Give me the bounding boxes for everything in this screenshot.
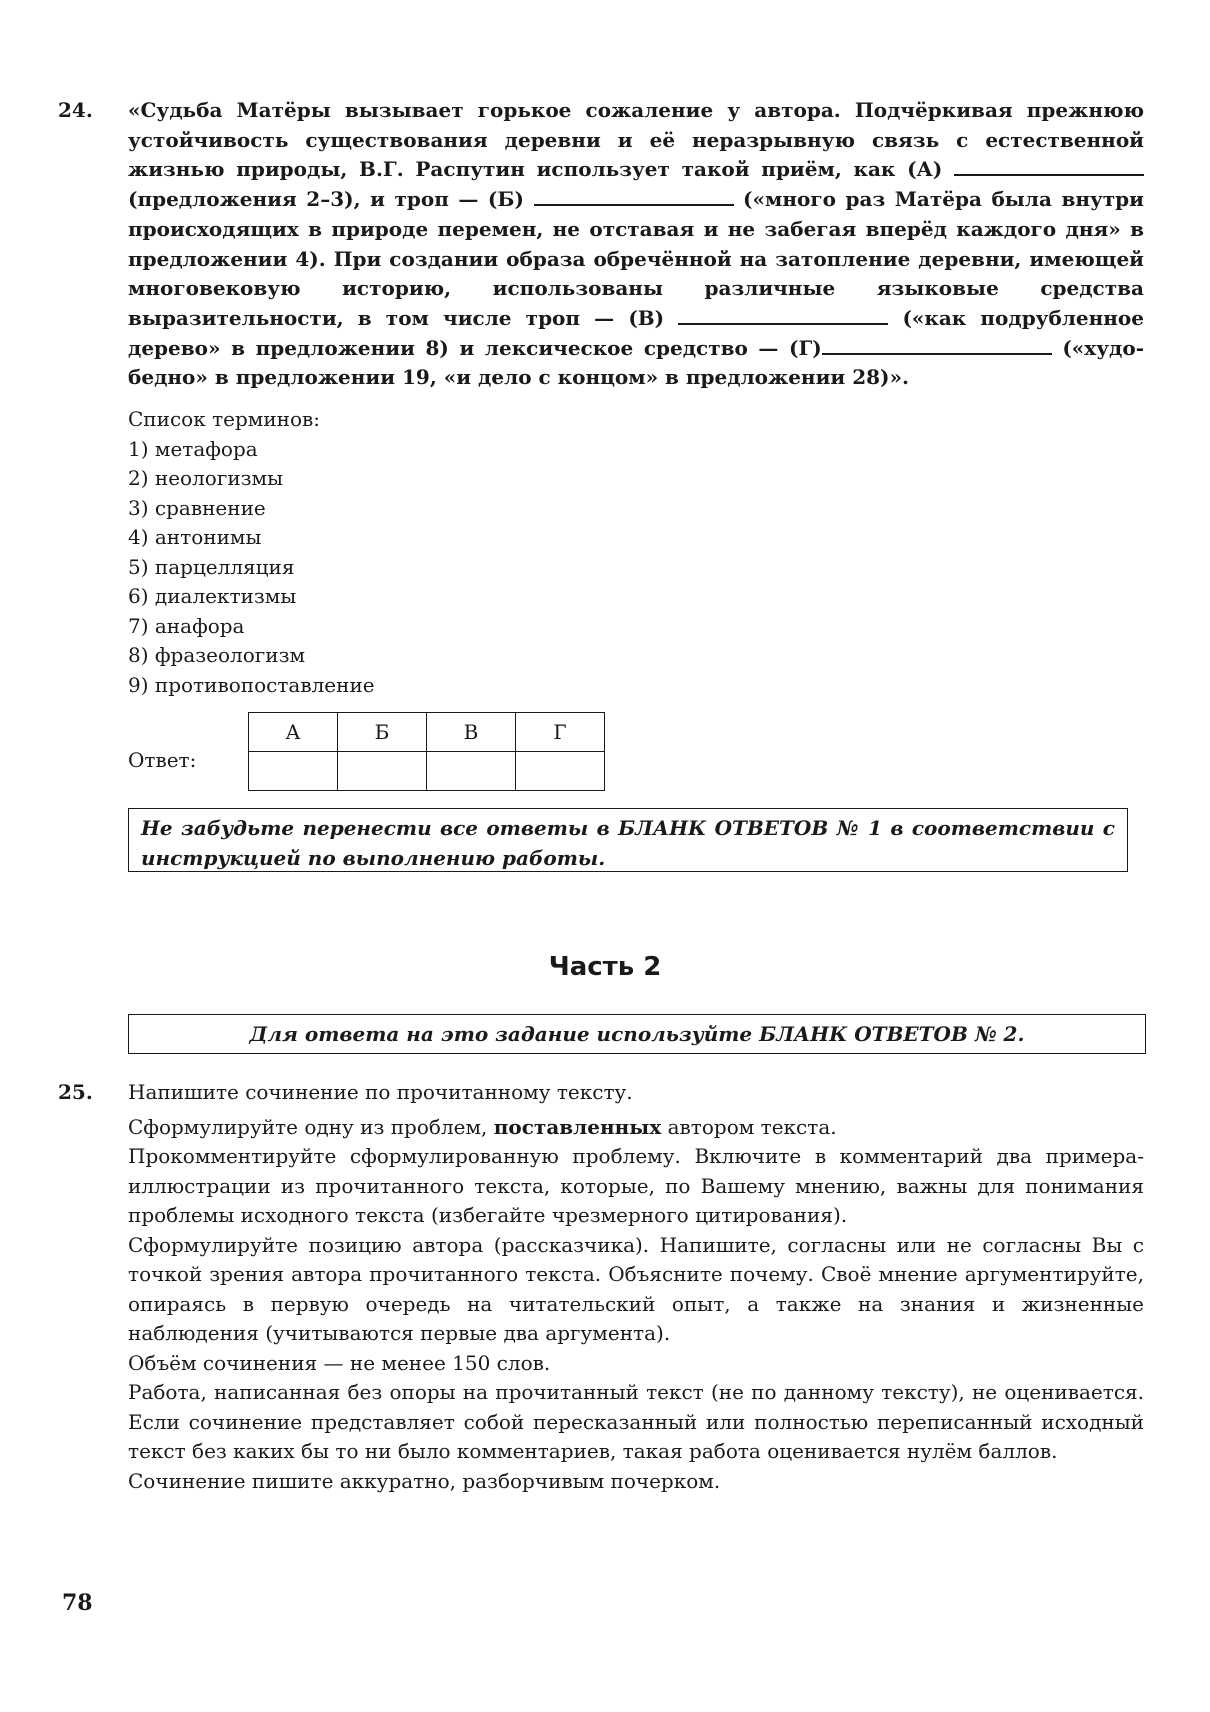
blank-g <box>822 335 1052 355</box>
part-2-title: Часть 2 <box>548 952 662 982</box>
answer-cell-a[interactable] <box>249 752 338 791</box>
term-item: 6) диалектизмы <box>128 584 297 608</box>
terms-list <box>128 405 375 700</box>
q24-text-part-3: («много раз Матёра была внутри происходящих в природе перемен, не отставая и не забегая вперёд каждого дня» в предложении 4). При создании образа обречённой на затопление деревни, имеющей многовековую историю, использованы различные языковые средства выразительности, в том числе троп — (В) <box>128 187 1144 330</box>
page-number: 78 <box>62 1590 93 1616</box>
term-item: 2) неологизмы <box>128 466 284 490</box>
answer-table <box>248 712 605 791</box>
question-24-text <box>128 96 1144 393</box>
q25-paragraph: Прокомментируйте сформулированную проблему. Включите в комментарий два примера-иллюстрации из прочитанного текста, которые, по Вашему мнению, важны для понимания проблемы исходного текста (избегайте чрезмерного цитирования). <box>128 1144 1144 1227</box>
blank-b <box>534 186 734 206</box>
blank-a <box>954 156 1144 176</box>
answer-input-row <box>249 752 605 791</box>
q24-text-part-4: («как подрубленное дерево» в предложении 8) и лексическое средство — (Г) <box>128 305 1144 360</box>
q25-paragraph: Работа, написанная без опоры на прочитанный текст (не по данному тексту), не оценивается. Если сочинение представляет собой пересказанный или полностью переписанный исходный текст без каких бы то ни было комментариев, такая работа оценивается нулём баллов. <box>128 1380 1144 1463</box>
q24-text-part-1: «Судьба Матёры вызывает горькое сожаление у автора. Подчёркивая прежнюю устойчивость существования деревни и её неразрывную связь с естественной жизнью природы, В.Г. Распутин использует такой приём, как (А) <box>128 98 1144 182</box>
term-item: 4) антонимы <box>128 525 262 549</box>
q25-paragraph: Напишите сочинение по прочитанному тексту. <box>128 1080 633 1104</box>
question-24-number: 24. <box>58 98 93 122</box>
term-item: 1) метафора <box>128 436 258 461</box>
answer-column-a: А <box>249 713 338 752</box>
term-item: 7) анафора <box>128 613 245 638</box>
term-item: 5) парцелляция <box>128 554 295 579</box>
q25-paragraph: Сочинение пишите аккуратно, разборчивым почерком. <box>128 1468 721 1493</box>
blank-v <box>678 305 888 325</box>
answer-header-row <box>249 713 605 752</box>
term-item: 9) противопоставление <box>128 672 375 697</box>
answer-cell-b[interactable] <box>338 752 427 791</box>
part-2-instruction: Для ответа на это задание используйте БЛАНК ОТВЕТОВ № 2. <box>128 1014 1146 1054</box>
term-item: 3) сравнение <box>128 495 266 520</box>
q25-p2-start: Сформулируйте одну из проблем, <box>128 1114 494 1139</box>
terms-title: Список терминов: <box>128 407 321 431</box>
answer-label: Ответ: <box>128 748 197 772</box>
q25-p2-end: автором текста. <box>661 1114 837 1139</box>
q25-paragraph: Сформулируйте позицию автора (рассказчика). Напишите, согласны или не согласны Вы с точкой зрения автора прочитанного текста. Объясните почему. Своё мнение аргументируйте, опираясь в первую очередь на читательский опыт, а также на знания и жизненные наблюдения (учитываются первые два аргумента). <box>128 1232 1144 1345</box>
answer-column-v: В <box>427 713 516 752</box>
term-item: 8) фразеологизм <box>128 643 306 667</box>
answer-cell-g[interactable] <box>516 752 605 791</box>
transfer-answers-notice: Не забудьте перенести все ответы в БЛАНК ОТВЕТОВ № 1 в соответствии с инструкцией по выполнению работы. <box>128 808 1128 872</box>
q25-p2-bold: поставленных <box>493 1114 662 1139</box>
q24-text-part-2: (предложения 2–3), и троп — (Б) <box>128 187 534 212</box>
q24-text-part-5: («худо-бедно» в предложении 19, «и дело с концом» в предложении 28)». <box>128 335 1144 390</box>
answer-cell-v[interactable] <box>427 752 516 791</box>
answer-column-b: Б <box>338 713 427 752</box>
question-25-text <box>128 1078 1144 1496</box>
q25-paragraph <box>128 1113 1144 1143</box>
question-25-number: 25. <box>58 1080 93 1104</box>
q25-paragraph: Объём сочинения — не менее 150 слов. <box>128 1350 551 1375</box>
answer-column-g: Г <box>516 713 605 752</box>
